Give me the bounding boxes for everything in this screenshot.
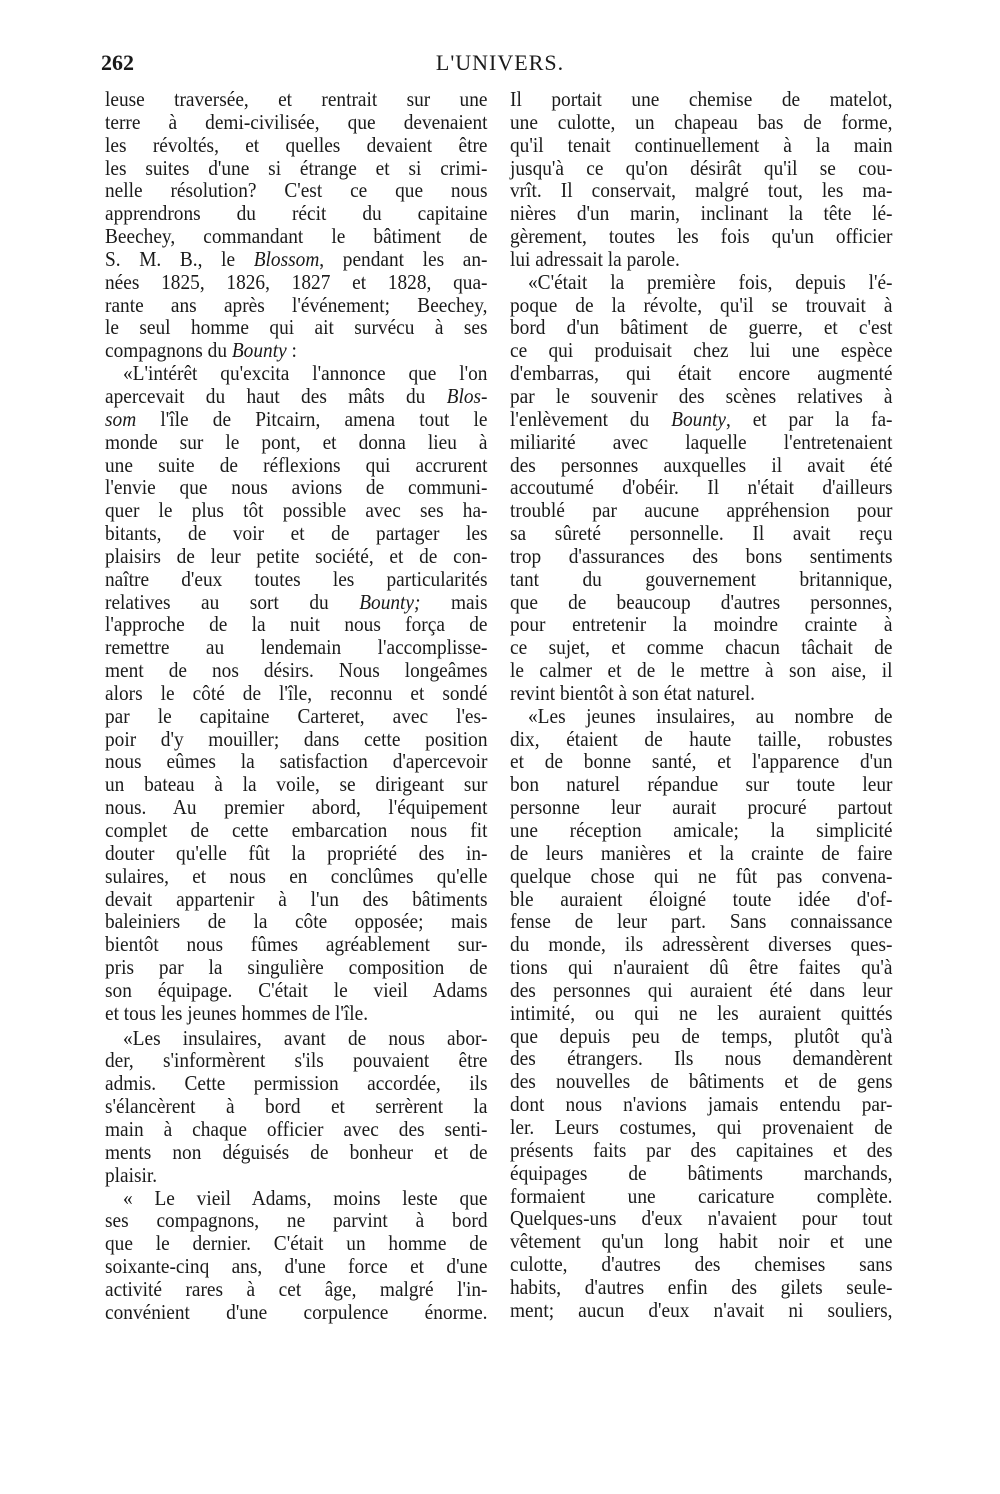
text-line: som l'île de Pitcairn, amena tout le xyxy=(105,406,488,431)
text-line: complet de cette embarcation nous fit xyxy=(105,818,488,842)
text-line: par le capitaine Carteret, avec l'es- xyxy=(105,703,488,728)
italic-title: Bounty xyxy=(231,338,287,363)
text-line: terre à demi-civilisée, que devenaient xyxy=(105,109,488,134)
text-line: ment de nos désirs. Nous longeâmes xyxy=(105,658,488,683)
text-line: apercevait du haut des mâts du Blos- xyxy=(105,383,488,408)
text-line: nelle résolution? C'est ce que nous xyxy=(105,178,488,203)
text-line: monde sur le pont, et donna lieu à xyxy=(105,429,488,454)
text-line: poir d'y mouiller; dans cette position xyxy=(105,726,488,751)
text-line: convénient d'une corpulence énorme. xyxy=(105,1299,488,1324)
text-line: soixante-cinq ans, d'une force et d'une xyxy=(105,1254,488,1279)
text-line: bord d'un bâtiment de guerre, et c'est xyxy=(510,315,893,340)
text-line: nières d'un marin, inclinant la tête lé- xyxy=(510,201,893,226)
text-line: douter qu'elle fût la propriété des in- xyxy=(105,840,488,865)
text-line: nées 1825, 1826, 1827 et 1828, qua- xyxy=(105,269,488,294)
text-line: son équipage. C'était le vieil Adams xyxy=(105,977,488,1002)
text-line: main à chaque officier avec des senti- xyxy=(105,1116,488,1141)
text-line: ses compagnons, ne parvint à bord xyxy=(105,1208,488,1233)
text-line: le seul homme qui ait survécu à ses xyxy=(105,315,488,340)
text-line: des personnes auxquelles il avait été xyxy=(510,452,893,477)
italic-title: Bounty xyxy=(671,406,726,431)
text-line: sa sûreté personnelle. Il avait reçu xyxy=(510,521,893,546)
text-line: accoutumé d'obéir. Il n'était d'ailleurs xyxy=(510,475,893,500)
text-line: « Le vieil Adams, moins leste que xyxy=(123,1185,488,1210)
text-line: activité rares à cet âge, malgré l'in- xyxy=(105,1276,488,1301)
italic-title: Blossom xyxy=(253,246,320,271)
text-line: l'enlèvement du Bounty, et par la fa- xyxy=(510,406,893,431)
right-column xyxy=(510,88,893,1322)
text-line: Beechey, commandant le bâtiment de xyxy=(105,224,488,249)
text-line: revint bientôt à son état naturel. xyxy=(510,680,756,705)
text-line: devait appartenir à l'un des bâtiments xyxy=(105,886,488,911)
italic-title: Bounty; xyxy=(359,589,421,614)
text-line: quer le plus tôt possible avec ses ha- xyxy=(105,498,488,523)
text-line: dont nous n'avions jamais entendu par- xyxy=(510,1092,893,1117)
text-line: vêtement qu'un long habit noir et une xyxy=(510,1229,893,1254)
text-line: bientôt nous fûmes agréablement sur- xyxy=(105,932,488,957)
text-line: «L'intérêt qu'excita l'annonce que l'on xyxy=(123,361,488,386)
text-line: s'élancèrent à bord et serrèrent la xyxy=(105,1094,488,1119)
text-line: par le souvenir des scènes relatives à xyxy=(510,383,893,408)
text-line: Quelques-uns d'eux n'avaient pour tout xyxy=(510,1206,893,1231)
page-number: 262 xyxy=(101,50,134,75)
text-line: que depuis peu de temps, plutôt qu'à xyxy=(510,1023,893,1048)
text-line: personne leur aurait procuré partout xyxy=(510,795,893,820)
left-column xyxy=(105,88,488,1324)
text-line: trop d'assurances des bons sentiments xyxy=(510,543,893,568)
text-line: pour entretenir la moindre crainte à xyxy=(510,612,893,637)
text-line: et de bonne santé, et l'apparence d'un xyxy=(510,749,893,774)
text-line: gèrement, toutes les fois qu'un officier xyxy=(510,224,893,249)
text-line: baleiniers de la côte opposée; mais xyxy=(105,909,488,934)
text-line: une culotte, un chapeau bas de forme, xyxy=(510,109,893,134)
text-line: Il portait une chemise de matelot, xyxy=(510,87,893,111)
text-line: les révoltés, et quelles devaient être xyxy=(105,132,488,157)
text-line: une suite de réflexions qui accrurent xyxy=(105,452,488,477)
text-line: rante ans après l'événement; Beechey, xyxy=(105,292,488,317)
text-line: nous. Au premier abord, l'équipement xyxy=(105,795,488,820)
text-line: troublé par aucune appréhension pour xyxy=(510,498,893,523)
text-line: fense de leur part. Sans connaissance xyxy=(510,909,893,934)
text-line: ce sujet, et comme chacun tâchait de xyxy=(510,635,893,660)
text-line: nous eûmes la satisfaction d'apercevoir xyxy=(105,749,488,774)
text-line: des personnes qui auraient été dans leur xyxy=(510,977,893,1002)
text-line: pris par la singulière composition de xyxy=(105,955,488,980)
text-line: leuse traversée, et rentrait sur une xyxy=(105,87,488,111)
text-line: ce qui produisait chez lui une espèce xyxy=(510,338,893,363)
text-line: jusqu'à ce qu'on désirât qu'il se cou- xyxy=(510,155,893,180)
text-line: culotte, d'autres des chemises sans xyxy=(510,1252,893,1277)
text-line: relatives au sort du Bounty; mais xyxy=(105,589,488,614)
text-line: un bateau à la voile, se dirigeant sur xyxy=(105,772,488,797)
text-line: miliarité avec laquelle l'entretenaient xyxy=(510,429,893,454)
text-line: naître d'eux toutes les particularités xyxy=(105,566,488,591)
text-line: admis. Cette permission accordée, ils xyxy=(105,1071,488,1096)
text-line: apprendrons du récit du capitaine xyxy=(105,201,488,226)
text-line: ments non déguisés de bonheur et de xyxy=(105,1139,488,1164)
text-line: ment; aucun d'eux n'avait ni souliers, xyxy=(510,1297,893,1322)
text-line: intimité, ou qui ne les auraient quittés xyxy=(510,1000,893,1025)
text-line: «Les insulaires, avant de nous abor- xyxy=(123,1025,488,1050)
text-line: du monde, ils adressèrent diverses ques- xyxy=(510,932,893,957)
text-line: plaisir. xyxy=(105,1162,158,1187)
text-line: remettre au lendemain l'accomplisse- xyxy=(105,635,488,660)
text-line: équipages de bâtiments marchands, xyxy=(510,1160,893,1185)
text-line: tant du gouvernement britannique, xyxy=(510,566,893,591)
text-line: que de beaucoup d'autres personnes, xyxy=(510,589,893,614)
text-line: les suites d'une si étrange et si crimi- xyxy=(105,155,488,180)
text-line: que le dernier. C'était un homme de xyxy=(105,1231,488,1256)
text-line: «C'était la première fois, depuis l'é- xyxy=(528,269,893,294)
text-line: l'approche de la nuit nous força de xyxy=(105,612,488,637)
text-line: qu'il tenait continuellement à la main xyxy=(510,132,893,157)
text-line: sulaires, et nous en conclûmes qu'elle xyxy=(105,863,488,888)
text-line: alors le côté de l'île, reconnu et sondé xyxy=(105,680,488,705)
text-line: des nouvelles de bâtiments et de gens xyxy=(510,1069,893,1094)
text-line: vrît. Il conservait, malgré tout, les ma- xyxy=(510,178,893,203)
text-line: ble auraient éloigné toute idée d'of- xyxy=(510,886,893,911)
text-line: de leurs manières et la crainte de faire xyxy=(510,840,893,865)
text-line: d'embarras, qui était encore augmenté xyxy=(510,361,893,386)
text-line: compagnons du Bounty : xyxy=(105,338,297,363)
italic-title: som xyxy=(105,406,137,431)
text-line: der, s'informèrent s'ils pouvaient être xyxy=(105,1048,488,1073)
text-line: plaisirs de leur petite société, et de con- xyxy=(105,543,488,568)
text-line: «Les jeunes insulaires, au nombre de xyxy=(528,703,893,728)
text-line: S. M. B., le Blossom, pendant les an- xyxy=(105,246,488,271)
text-line: le calmer et de le mettre à son aise, il xyxy=(510,658,893,683)
text-line: tions qui n'auraient dû être faites qu'à xyxy=(510,955,893,980)
text-line: poque de la révolte, qu'il se trouvait à xyxy=(510,292,893,317)
text-line: et tous les jeunes hommes de l'île. xyxy=(105,1000,369,1025)
text-line: présents faits par des capitaines et des xyxy=(510,1137,893,1162)
text-line: une réception amicale; la simplicité xyxy=(510,818,893,842)
text-line: quelque chose qui ne fût pas convena- xyxy=(510,863,893,888)
text-line: lui adressait la parole. xyxy=(510,246,680,271)
text-line: formaient une caricature complète. xyxy=(510,1183,893,1208)
text-line: des étrangers. Ils nous demandèrent xyxy=(510,1046,893,1071)
text-line: dix, étaient de haute taille, robustes xyxy=(510,726,893,751)
text-line: bitants, de voir et de partager les xyxy=(105,521,488,546)
italic-title: Blos- xyxy=(446,383,488,408)
text-line: habits, d'autres enfin des gilets seule- xyxy=(510,1274,893,1299)
running-title: L'UNIVERS. xyxy=(435,50,565,75)
text-line: bon naturel répandue sur toute leur xyxy=(510,772,893,797)
text-line: l'envie que nous avions de communi- xyxy=(105,475,488,500)
text-line: ler. Leurs costumes, qui provenaient de xyxy=(510,1114,893,1139)
